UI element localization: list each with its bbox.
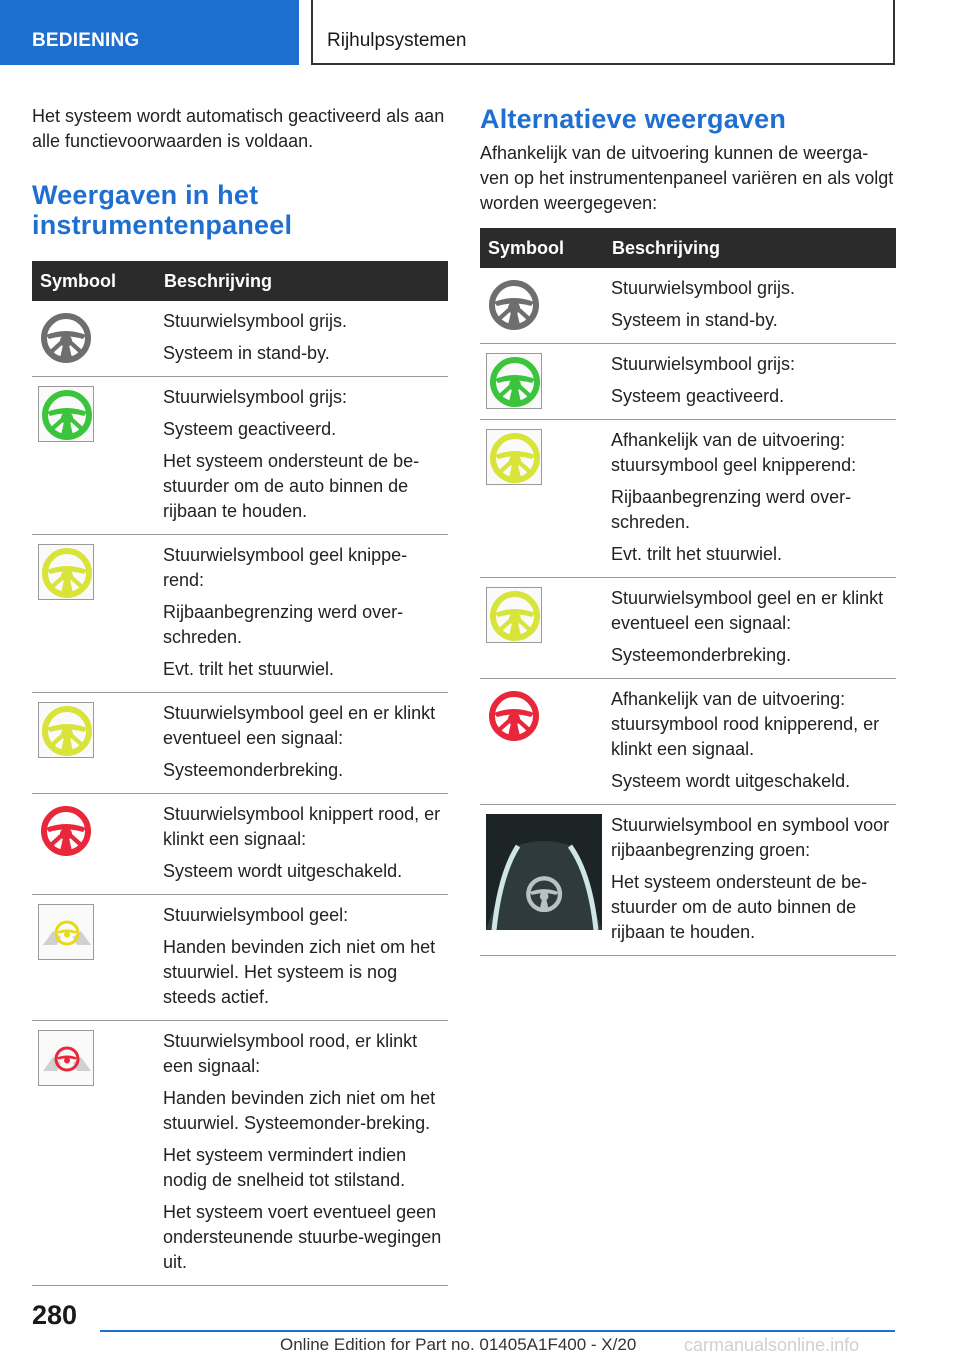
footer-divider <box>100 1330 895 1332</box>
description-line: Stuurwielsymbool grijs: <box>163 387 348 407</box>
steering-wheel-yellow-icon <box>38 702 156 758</box>
right-heading: Alternatieve weergaven <box>480 104 787 134</box>
table-header-row <box>480 228 896 268</box>
symbol-cell <box>32 794 156 895</box>
description-cell <box>156 1021 448 1286</box>
steering-wheel-grey-icon <box>486 277 604 333</box>
description-line: Afhankelijk van de uitvoering: stuursymbool rood knipperend, er klinkt een signaal. <box>611 689 880 759</box>
table-row <box>32 794 448 895</box>
symbol-cell <box>32 535 156 693</box>
symbol-cell <box>480 420 604 578</box>
description-line: Rijbaanbegrenzing werd over-schreden. <box>611 487 852 532</box>
table-row <box>480 679 896 805</box>
table-row <box>32 895 448 1021</box>
description-line: Systeem geactiveerd. <box>611 386 785 406</box>
description-line: Systeem in stand-by. <box>163 343 330 363</box>
table-row <box>32 693 448 794</box>
description-cell <box>156 535 448 693</box>
steering-wheel-yellow-icon <box>38 544 156 600</box>
table-row <box>32 377 448 535</box>
chapter-title: Rijhulpsystemen <box>327 30 467 51</box>
table-row <box>32 1021 448 1286</box>
description-line: Systeemonderbreking. <box>163 760 344 780</box>
table-row <box>480 268 896 344</box>
page-header <box>0 0 960 66</box>
symbol-cell <box>32 693 156 794</box>
chapter-box <box>311 0 895 65</box>
description-line: Evt. trilt het stuurwiel. <box>611 544 783 564</box>
description-line: Handen bevinden zich niet om het stuurwiel. Systeemonder-breking. <box>163 1088 436 1133</box>
table-row <box>480 420 896 578</box>
table-row <box>480 344 896 420</box>
description-line: Stuurwielsymbool geel en er klinkt eventueel een signaal: <box>163 703 436 748</box>
description-line: Stuurwielsymbool grijs. <box>163 311 348 331</box>
description-cell <box>156 693 448 794</box>
symbol-cell <box>480 578 604 679</box>
description-line: Het systeem ondersteunt de be-stuurder om de auto binnen de rijbaan te houden. <box>163 451 420 521</box>
symbol-cell <box>480 679 604 805</box>
steering-wheel-yellow-icon <box>486 587 604 643</box>
description-cell <box>604 578 896 679</box>
description-line: Stuurwielsymbool en symbool voor rijbaanbegrenzing groen: <box>611 815 890 860</box>
symbol-cell <box>32 377 156 535</box>
description-line: Het systeem ondersteunt de be-stuurder om de auto binnen de rijbaan te houden. <box>611 872 868 942</box>
table-row <box>32 301 448 377</box>
symbol-cell <box>32 895 156 1021</box>
right-column <box>480 104 896 956</box>
left-column <box>32 104 448 1286</box>
description-line: Het systeem voert eventueel geen ondersteunende stuurbe-wegingen uit. <box>163 1202 442 1272</box>
description-line: Afhankelijk van de uitvoering: stuursymbool geel knipperend: <box>611 430 857 475</box>
description-line: Systeem in stand-by. <box>611 310 778 330</box>
description-line: Het systeem vermindert indien nodig de snelheid tot stilstand. <box>163 1145 407 1190</box>
description-cell <box>604 679 896 805</box>
steering-wheel-green-icon <box>486 353 604 409</box>
symbol-cell <box>32 1021 156 1286</box>
symbol-cell <box>480 805 604 956</box>
edition-text: Online Edition for Part no. 01405A1F400 - X/20 <box>280 1335 637 1354</box>
description-line: Systeemonderbreking. <box>611 645 792 665</box>
description-cell <box>604 268 896 344</box>
table-row <box>480 578 896 679</box>
steering-wheel-red-icon <box>38 803 156 859</box>
description-line: Systeem geactiveerd. <box>163 419 337 439</box>
right-intro: Afhankelijk van de uitvoering kunnen de weerga-ven op het instrumentenpaneel variëren en als volgt worden weergegeven: <box>480 143 894 213</box>
steering-wheel-yellow-icon <box>486 429 604 485</box>
symbol-cell <box>32 301 156 377</box>
description-line: Stuurwielsymbool geel: <box>163 905 349 925</box>
table-row <box>32 535 448 693</box>
right-symbol-table <box>480 228 896 956</box>
description-line: Systeem wordt uitgeschakeld. <box>611 771 851 791</box>
symbol-cell <box>480 268 604 344</box>
description-cell <box>604 344 896 420</box>
section-label: BEDIENING <box>32 30 140 51</box>
description-line: Systeem wordt uitgeschakeld. <box>163 861 403 881</box>
column-header-symbol: Symbool <box>480 228 604 268</box>
description-cell <box>156 301 448 377</box>
description-cell <box>604 420 896 578</box>
left-symbol-table <box>32 261 448 1286</box>
description-line: Rijbaanbegrenzing werd over-schreden. <box>163 602 404 647</box>
watermark: carmanualsonline.info <box>684 1335 860 1355</box>
page-number: 280 <box>32 1300 78 1330</box>
description-cell <box>156 794 448 895</box>
left-heading: Weergaven in het instrumentenpaneel <box>32 180 293 240</box>
description-line: Stuurwielsymbool rood, er klinkt een signaal: <box>163 1031 418 1076</box>
left-intro: Het systeem wordt automatisch geactiveerd als aan alle functievoorwaarden is voldaan. <box>32 106 445 151</box>
column-header-description: Beschrijving <box>604 228 896 268</box>
description-cell <box>156 377 448 535</box>
description-cell <box>156 895 448 1021</box>
column-header-symbol: Symbool <box>32 261 156 301</box>
hands-off-yellow-icon <box>38 904 156 960</box>
lane-boundary-display-icon <box>486 814 604 930</box>
steering-wheel-green-icon <box>38 386 156 442</box>
description-line: Stuurwielsymbool geel knippe-rend: <box>163 545 408 590</box>
hands-off-red-icon <box>38 1030 156 1086</box>
description-line: Evt. trilt het stuurwiel. <box>163 659 335 679</box>
column-header-description: Beschrijving <box>156 261 448 301</box>
section-tab <box>0 0 299 65</box>
description-line: Stuurwielsymbool knippert rood, er klinkt een signaal: <box>163 804 441 849</box>
table-header-row <box>32 261 448 301</box>
description-line: Stuurwielsymbool geel en er klinkt eventueel een signaal: <box>611 588 884 633</box>
symbol-cell <box>480 344 604 420</box>
description-line: Handen bevinden zich niet om het stuurwiel. Het systeem is nog steeds actief. <box>163 937 436 1007</box>
description-line: Stuurwielsymbool grijs: <box>611 354 796 374</box>
description-line: Stuurwielsymbool grijs. <box>611 278 796 298</box>
table-row <box>480 805 896 956</box>
steering-wheel-grey-icon <box>38 310 156 366</box>
description-cell <box>604 805 896 956</box>
steering-wheel-red-icon <box>486 688 604 744</box>
